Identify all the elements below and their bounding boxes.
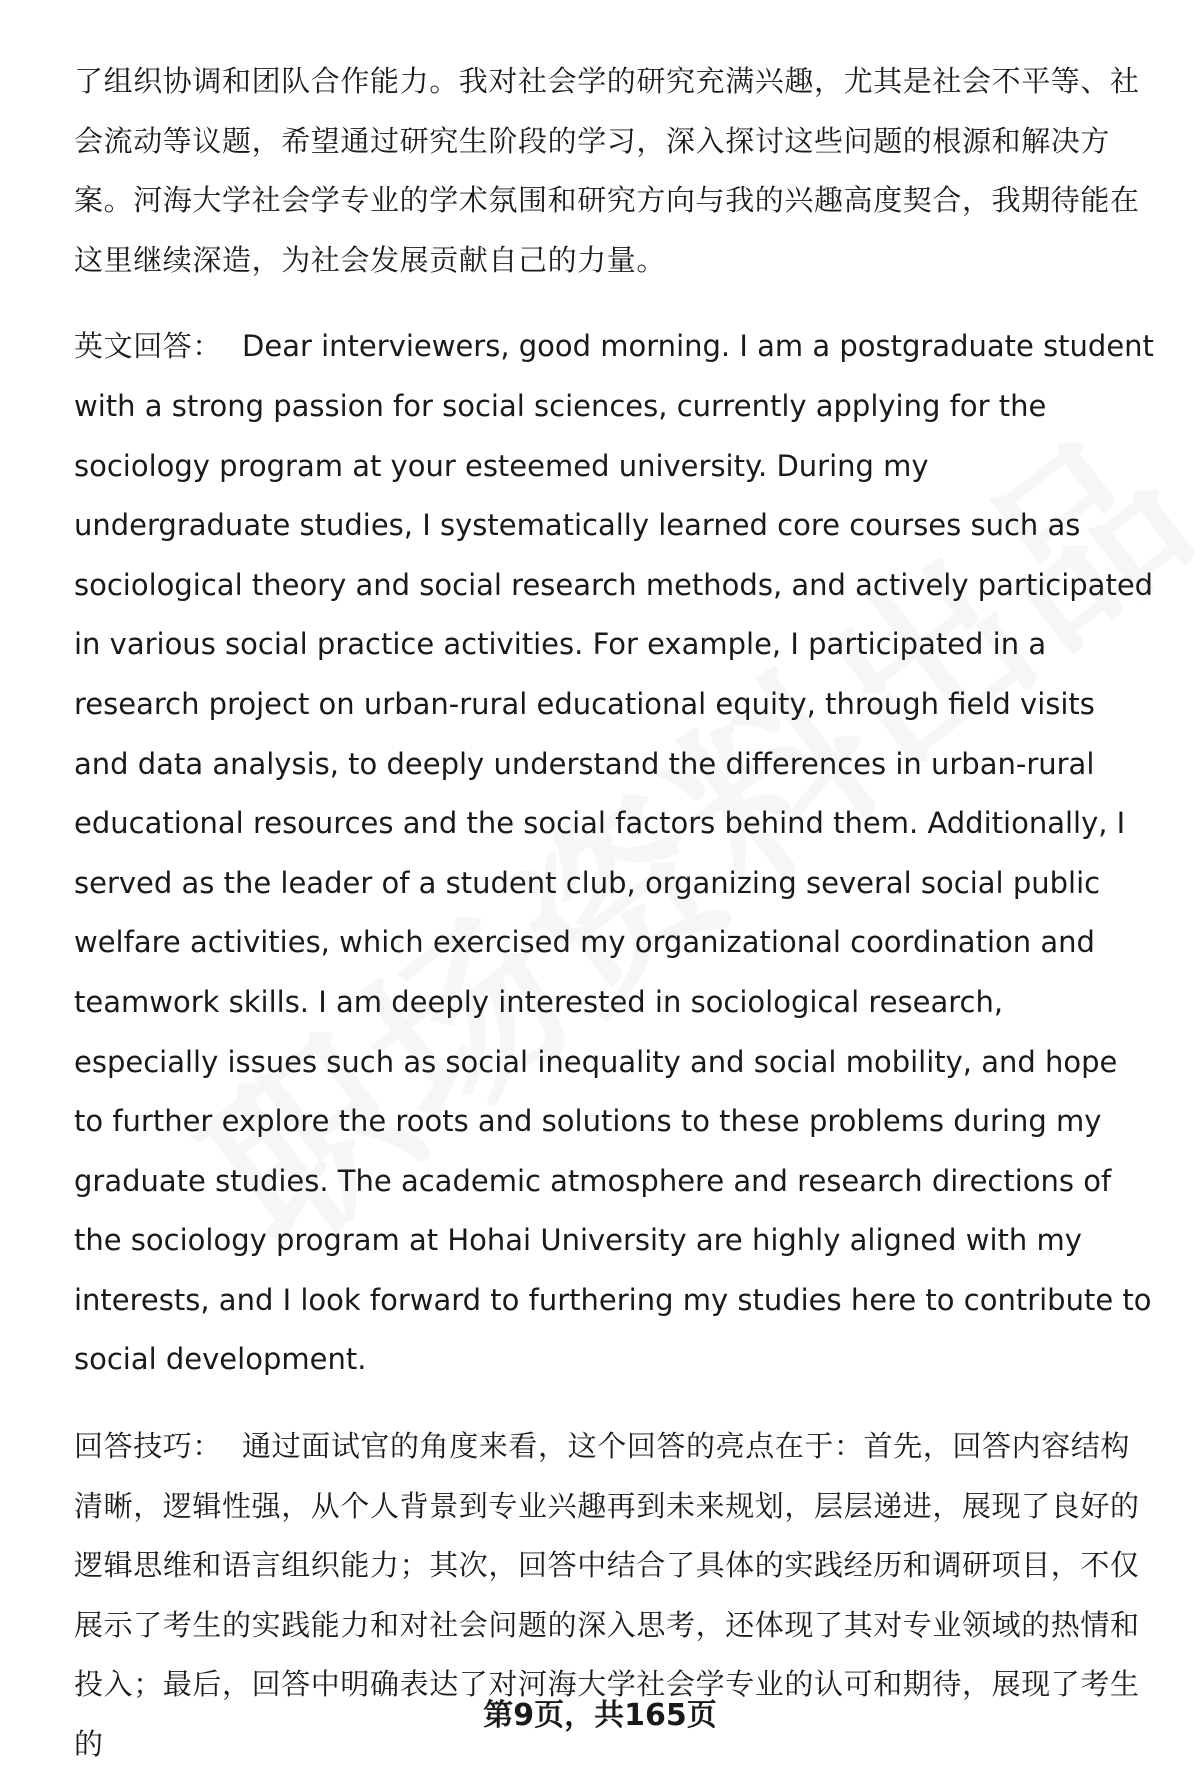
answer-tips-text: 通过面试官的角度来看，这个回答的亮点在于：首先，回答内容结构清晰，逻辑性强，从个人背景到专业兴趣再到未来规划，层层递进，展现了良好的逻辑思维和语言组织能力；其次，回答中结合了具体的实践经历和调研项目，不仅展示了考生的实践能力和对社会问题的深入思考，还体现了其对专业领域的热情和投入；最后，回答中明确表达了对河海大学社会学专业的认可和期待，展现了考生的: [74, 1429, 1140, 1762]
answer-tips-label: 回答技巧：: [74, 1429, 223, 1464]
english-answer-paragraph: [74, 317, 1154, 1390]
intro-paragraph: 了组织协调和团队合作能力。我对社会学的研究充满兴趣，尤其是社会不平等、社会流动等议题，希望通过研究生阶段的学习，深入探讨这些问题的根源和解决方案。河海大学社会学专业的学术氛围和研究方向与我的兴趣高度契合，我期待能在这里继续深造，为社会发展贡献自己的力量。: [74, 64, 1140, 277]
document-body: [74, 52, 1154, 1775]
page-number: 第9页，共165页: [483, 1698, 717, 1733]
english-answer-text: Dear interviewers, good morning. I am a postgraduate student with a strong passion for social sciences, currently applying for the sociology program at your esteemed university. During my undergraduate studies, I systematically learned core courses such as sociological theory and social research methods, and actively participated in various social practice activities. For example, I participated in a research project on urban-rural educational equity, through field visits and data analysis, to deeply understand the differences in urban-rural educational resources and the social factors behind them. Additionally, I served as the leader of a student club, organizing several social public welfare activities, which exercised my organizational coordination and teamwork skills. I am deeply interested in sociological research, especially issues such as social inequality and social mobility, and hope to further explore the roots and solutions to these problems during my graduate studies. The academic atmosphere and research directions of the sociology program at Hohai University are highly aligned with my interests, and I look forward to furthering my studies here to contribute to social development.: [74, 329, 1154, 1377]
english-answer-label: 英文回答：: [74, 329, 223, 364]
